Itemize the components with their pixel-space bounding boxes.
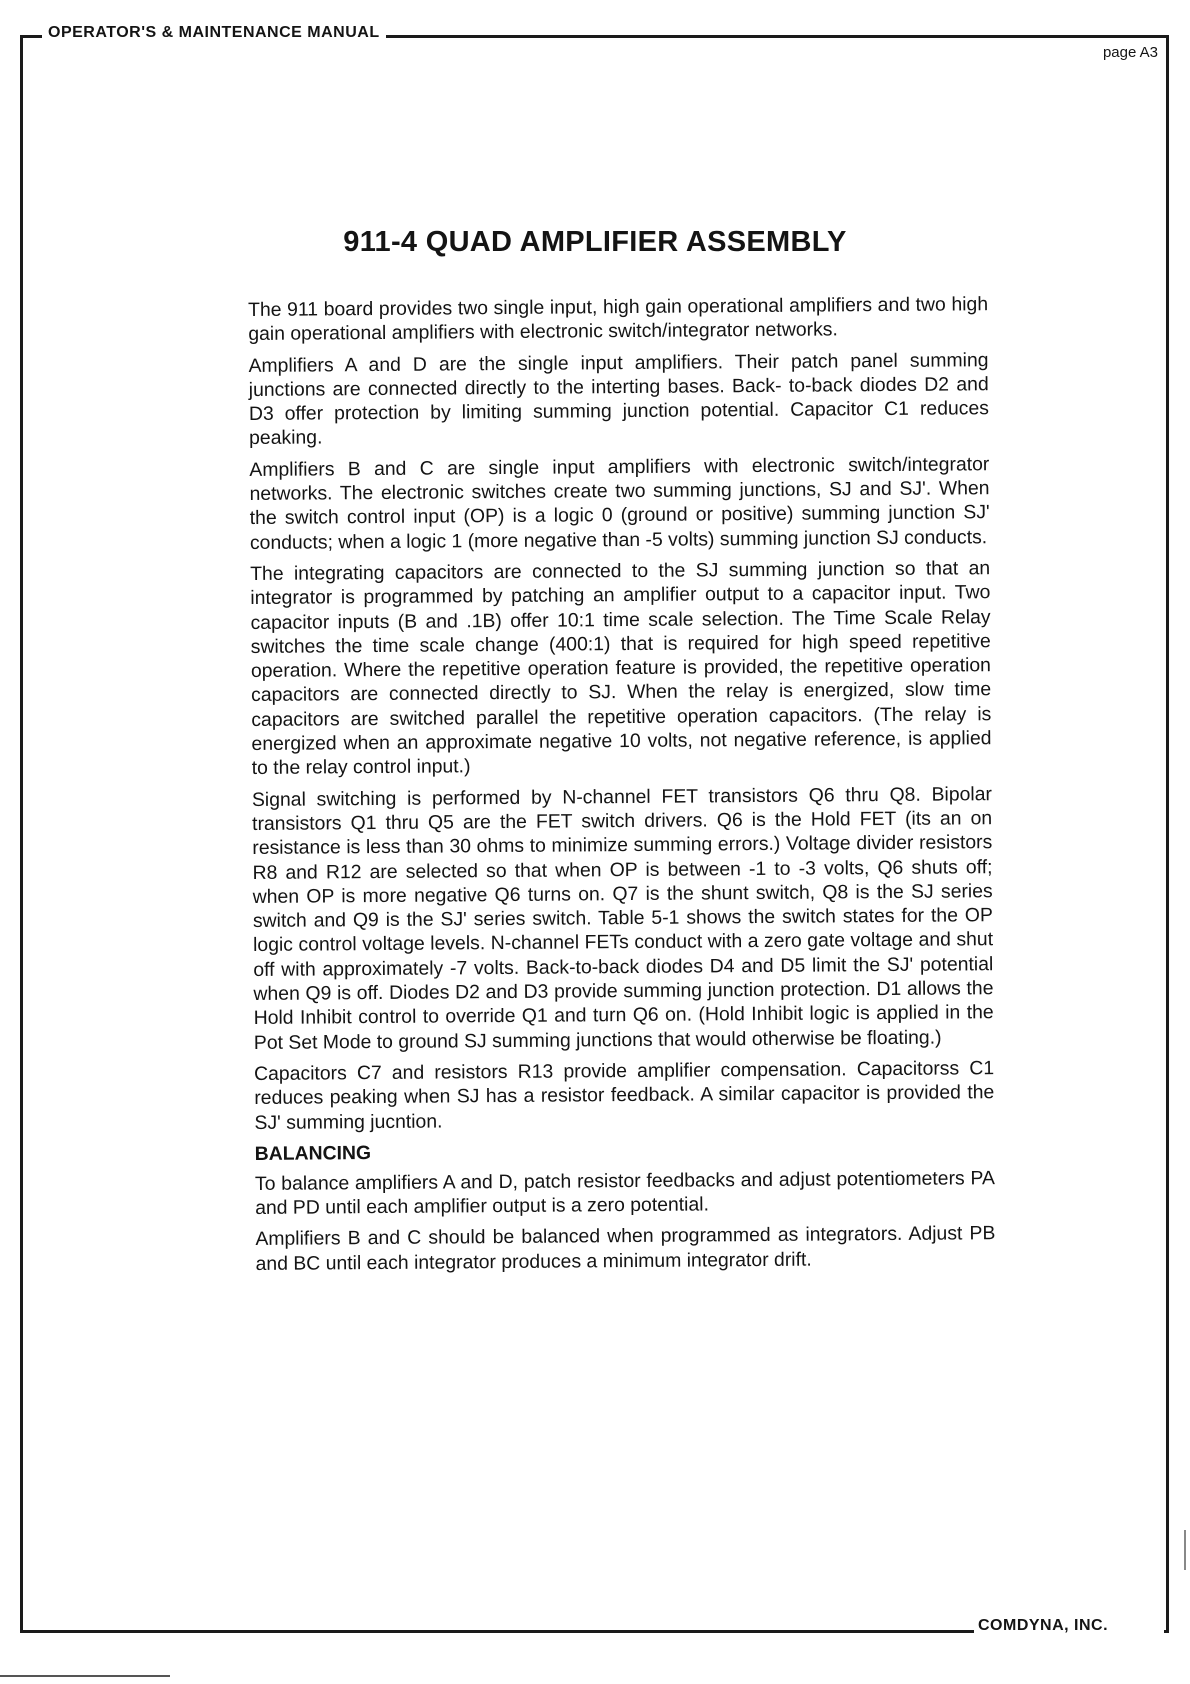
- paragraph: Capacitors C7 and resistors R13 provide amplifier compensation. Capacitorss C1 reduces peaking when SJ has a resistor feedback. A similar capacitor is provided the SJ' summing jucntion.: [254, 1057, 995, 1134]
- section-heading-balancing: BALANCING: [254, 1141, 372, 1165]
- paragraph: Amplifiers B and C are single input amplifiers with electronic switch/integrator networks. The electronic switches create two summing junctions, SJ and SJ'. When the switch control input (OP) is a logic 0 (ground or positive) summing junction SJ' conducts; when a logic 1 (more negative than -5 volts) summing junction SJ conducts.: [249, 452, 990, 554]
- manual-title: OPERATOR'S & MAINTENANCE MANUAL: [42, 24, 386, 42]
- scan-edge-mark: [0, 1675, 170, 1677]
- frame-right-rule: [1166, 35, 1169, 1632]
- document-title: 911-4 QUAD AMPLIFIER ASSEMBLY: [343, 226, 847, 258]
- document-body: [248, 292, 996, 1283]
- paragraph: The integrating capacitors are connected to the SJ summing junction so that an integrator is programmed by patching an amplifier output to a capacitor input. Two capacitor inputs (B and .1B) offer 10:1 time scale selection. The Time Scale Relay switches the time scale change (400:1) that is required for high speed repetitive operation. Where the repetitive operation feature is provided, the repetitive operation capacitors are connected directly to SJ. When the relay is energized, slow time capacitors are switched parallel the repetitive operation capacitors. (The relay is energized when an approximate negative 10 volts, not negative reference, is applied to the relay control input.): [250, 557, 992, 780]
- page-number: page A3: [1102, 44, 1158, 61]
- footer-rule-gap: [1112, 1622, 1164, 1634]
- scan-edge-mark-right: [1184, 1530, 1186, 1570]
- frame-left-rule: [20, 35, 23, 1632]
- paragraph: The 911 board provides two single input, high gain operational amplifiers and two high gain operational amplifiers with electronic switch/integrator networks.: [248, 293, 989, 346]
- paragraph: To balance amplifiers A and D, patch resistor feedbacks and adjust potentiometers PA and PD until each amplifier output is a zero potential.: [254, 1166, 996, 1220]
- company-name: COMDYNA, INC.: [974, 1617, 1112, 1635]
- paragraph: Amplifiers A and D are the single input amplifiers. Their patch panel summing junctions are connected directly to the interting bases. Back- to-back diodes D2 and D3 offer protection by limiting summing junction potential. Capacitor C1 reduces peaking.: [248, 348, 989, 450]
- paragraph: Amplifiers B and C should be balanced when programmed as integrators. Adjust PB and BC until each integrator produces a minimum integrator drift.: [255, 1222, 996, 1275]
- paragraph: Signal switching is performed by N-channel FET transistors Q6 thru Q8. Bipolar transistors Q1 thru Q5 are the FET switch drivers. Q6 is the Hold FET (its an on resistance is less than 30 ohms to minimize summing errors.) Voltage divider resistors R8 and R12 are selected so that when OP is between -1 to -3 volts, Q6 shuts off; when OP is more negative Q6 turns on. Q7 is the shunt switch, Q8 is the SJ series switch and Q9 is the SJ' series switch. Table 5-1 shows the switch states for the OP logic control voltage levels. N-channel FETs conduct with a zero gate voltage and shut off with approximately -7 volts. Back-to-back diodes D4 and D5 limit the SJ' potential when Q9 is off. Diodes D2 and D3 provide summing junction protection. D1 allows the Hold Inhibit control to override Q1 and turn Q6 on. (Hold Inhibit logic is applied in the Pot Set Mode to ground SJ summing junctions that would otherwise be floating.): [251, 782, 994, 1054]
